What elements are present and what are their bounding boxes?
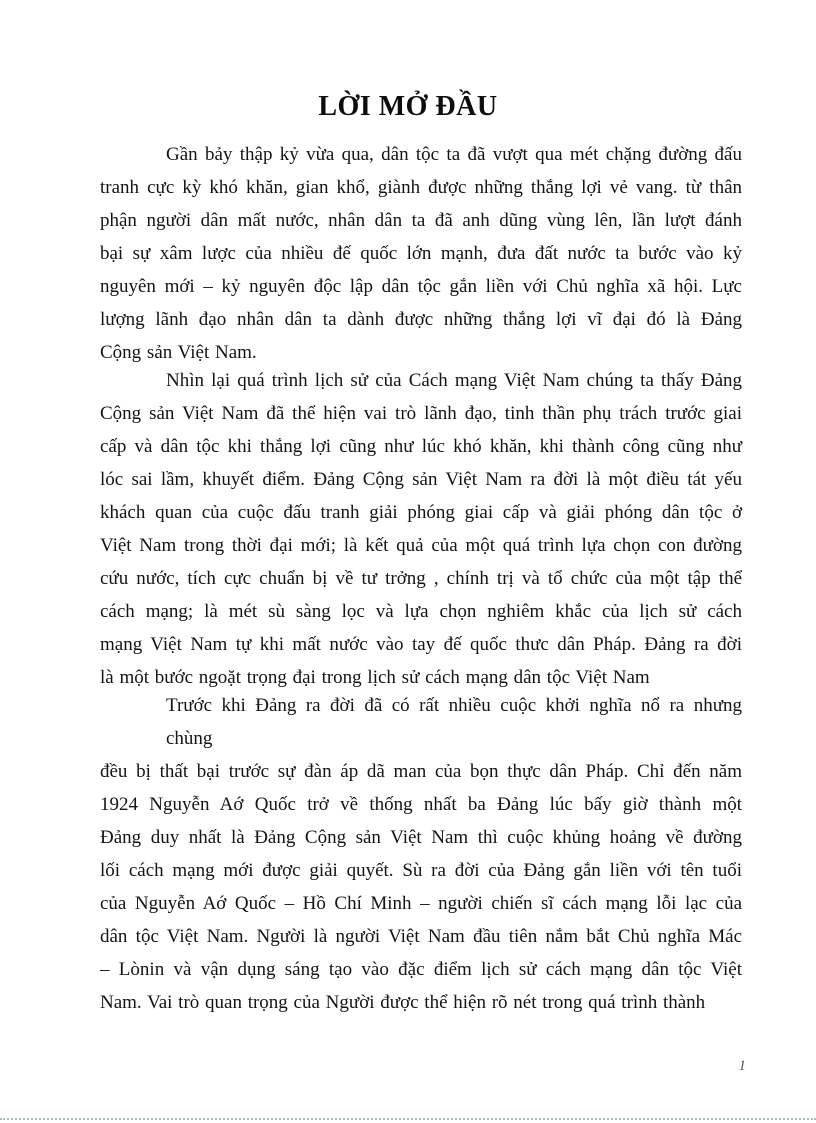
paragraph [100, 364, 742, 694]
paragraph-line: 1924 Nguyễn Aớ Quốc trở về thống nhất ba Đảng lúc bấy giờ thành một [100, 794, 742, 815]
paragraph-line: Đảng duy nhất là Đảng Cộng sản Việt Nam thì cuộc khủng hoảng về đường [100, 827, 742, 848]
paragraph-line: Nhìn lại quá trình lịch sử của Cách mạng Việt Nam chúng ta thấy Đảng [166, 370, 742, 391]
paragraph-line: nguyên mới – kỷ nguyên độc lập dân tộc gắn liền với Chủ nghĩa xã hội. Lực [100, 276, 742, 297]
paragraph-line: Cộng sản Việt Nam. [100, 342, 257, 363]
paragraphs [100, 138, 742, 1019]
paragraph-line: cấp và dân tộc khi thắng lợi cũng như lúc khó khăn, khi thành công cũng như [100, 436, 742, 457]
page-number: 1 [738, 1058, 746, 1074]
paragraph-line: là một bước ngoặt trọng đại trong lịch sử cách mạng dân tộc Việt Nam [100, 667, 650, 688]
paragraph [100, 138, 742, 369]
paragraph-line: cách mạng; là mét sù sàng lọc và lựa chọn nghiêm khắc của lịch sử cách [100, 601, 742, 622]
paragraph [100, 689, 742, 1019]
paragraph-line: tranh cực kỳ khó khăn, gian khổ, giành được những thắng lợi vẻ vang. từ thân [100, 177, 742, 198]
paragraph-line: Trước khi Đảng ra đời đã có rất nhiều cuộc khởi nghĩa nổ ra nhưng chùng [166, 695, 742, 749]
paragraph-line: phận người dân mất nước, nhân dân ta đã anh dũng vùng lên, lần lượt đánh [100, 210, 742, 231]
paragraph-line: dân tộc Việt Nam. Người là người Việt Nam đầu tiên nắm bắt Chủ nghĩa Mác [100, 926, 742, 947]
paragraph-line: cứu nước, tích cực chuẩn bị về tư trởng , chính trị và tổ chức của một tập thể [100, 568, 742, 589]
paragraph-line: mạng Việt Nam tự khi mất nước vào tay đế quốc thưc dân Pháp. Đảng ra đời [100, 634, 742, 655]
paragraph-line: Việt Nam trong thời đại mới; là kết quả của một quá trình lựa chọn con đường [100, 535, 742, 556]
paragraph-line: Cộng sản Việt Nam đã thể hiện vai trò lãnh đạo, tinh thần phụ trách trước giai [100, 403, 742, 424]
paragraph-line: Gần bảy thập kỷ vừa qua, dân tộc ta đã vượt qua mét chặng đường đấu [166, 144, 742, 165]
page-title: LỜI MỞ ĐẦU [318, 91, 498, 122]
paragraph-line: Nam. Vai trò quan trọng của Người được thể hiện rõ nét trong quá trình thành [100, 992, 706, 1013]
paragraph-line: lượng lãnh đạo nhân dân ta dành được những thắng lợi vĩ đại đó là Đảng [100, 309, 742, 330]
paragraph-line: lối cách mạng mới được giải quyết. Sù ra đời của Đảng gắn liền với tên tuổi [100, 860, 742, 881]
paragraph-line: khách quan của cuộc đấu tranh giải phóng giai cấp và giải phóng dân tộc ở [100, 502, 742, 523]
paragraph-line: bại sự xâm lược của nhiều đế quốc lớn mạnh, đưa đất nước ta bước vào kỷ [100, 243, 742, 264]
paragraph-line: – Lònin và vận dụng sáng tạo vào đặc điểm lịch sử cách mạng dân tộc Việt [100, 959, 742, 980]
paragraph-line: lóc sai lầm, khuyết điểm. Đảng Cộng sản Việt Nam ra đời là một điều tát yếu [100, 469, 742, 490]
paragraph-line: đều bị thất bại trước sự đàn áp dã man của bọn thực dân Pháp. Chỉ đến năm [100, 761, 742, 782]
page-boundary-dotted-line [0, 1118, 816, 1120]
paragraph-line: của Nguyễn Aớ Quốc – Hồ Chí Minh – người chiến sĩ cách mạng lỗi lạc của [100, 893, 742, 914]
